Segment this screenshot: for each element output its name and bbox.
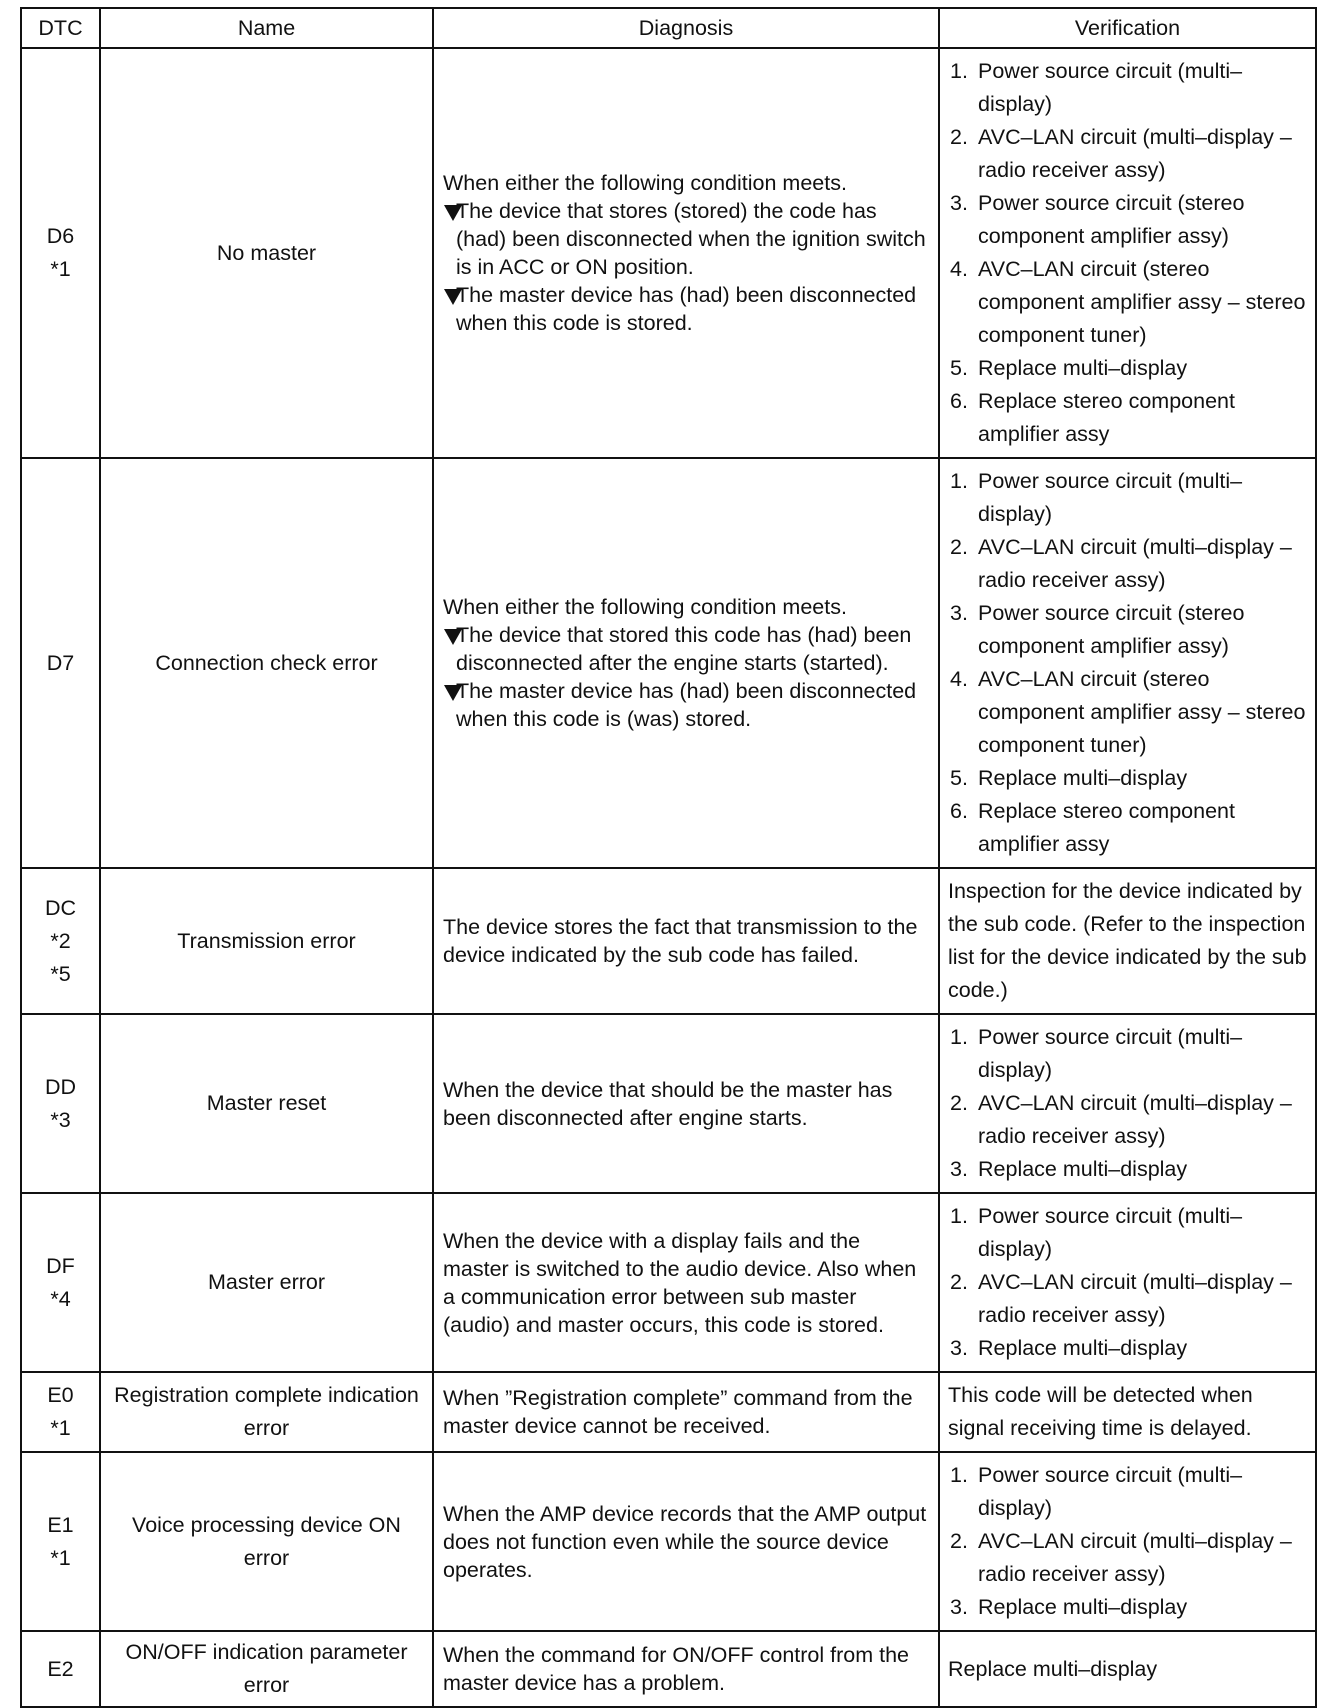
diagnosis-cell	[433, 1014, 939, 1193]
step-text: Power source circuit (stereo component amplifier assy)	[978, 601, 1245, 658]
table-body	[21, 48, 1316, 1707]
dtc-footnote-ref: *1	[50, 1545, 71, 1570]
dtc-table	[20, 7, 1317, 1708]
dtc-name: Transmission error	[177, 928, 356, 953]
verification-cell	[939, 1631, 1316, 1707]
triangle-bullet-icon	[444, 685, 462, 701]
verification-step	[948, 385, 1307, 451]
diagnosis-bullet-text: The master device has (had) been disconnected when this code is stored.	[456, 283, 917, 335]
dtc-code-cell	[21, 48, 100, 458]
dtc-name: Connection check error	[155, 650, 378, 675]
step-text: AVC–LAN circuit (stereo component amplifier assy – stereo component tuner)	[978, 667, 1306, 757]
dtc-name: No master	[216, 240, 317, 265]
table-row	[21, 1631, 1316, 1707]
step-number: 2.	[950, 1091, 968, 1115]
dtc-code-cell	[21, 1631, 100, 1707]
diagnosis-intro: When either the following condition meets.	[443, 171, 847, 195]
verification-step	[948, 465, 1307, 531]
verification-step	[948, 253, 1307, 352]
dtc-name-cell	[100, 48, 433, 458]
table-row	[21, 1452, 1316, 1631]
dtc-code: D6	[46, 224, 75, 248]
table-row	[21, 1014, 1316, 1193]
verification-cell	[939, 458, 1316, 868]
header-dtc: DTC	[21, 8, 100, 48]
dtc-code: E1	[47, 1512, 74, 1537]
verification-step	[948, 663, 1307, 762]
table-header-row	[21, 8, 1316, 48]
dtc-name: ON/OFF indication parameter error	[125, 1640, 408, 1697]
table-row	[21, 1372, 1316, 1452]
dtc-code-cell	[21, 1014, 100, 1193]
step-text: Replace stereo component amplifier assy	[978, 799, 1235, 856]
diagnosis-text: The device stores the fact that transmission to the device indicated by the sub code has failed.	[443, 915, 918, 967]
verification-steps	[948, 1459, 1307, 1624]
verification-text: Replace multi–display	[948, 1656, 1158, 1681]
verification-step	[948, 795, 1307, 861]
dtc-code: D7	[46, 650, 75, 675]
header-verification: Verification	[939, 8, 1316, 48]
verification-step	[948, 55, 1307, 121]
verification-cell	[939, 1372, 1316, 1452]
verification-step	[948, 1591, 1307, 1624]
verification-steps	[948, 1200, 1307, 1365]
header-diagnosis: Diagnosis	[433, 8, 939, 48]
diagnosis-bullet	[443, 621, 929, 677]
step-text: Power source circuit (multi–display)	[978, 1025, 1243, 1082]
table-row	[21, 48, 1316, 458]
step-number: 5.	[950, 766, 968, 790]
diagnosis-cell	[433, 1452, 939, 1631]
step-number: 6.	[950, 389, 968, 413]
step-text: AVC–LAN circuit (multi–display – radio receiver assy)	[978, 535, 1292, 592]
step-number: 4.	[950, 257, 968, 281]
step-number: 5.	[950, 356, 968, 380]
dtc-footnote-ref: *1	[50, 257, 71, 281]
dtc-code: DD	[44, 1074, 77, 1099]
step-text: Replace multi–display	[978, 1336, 1188, 1360]
step-number: 2.	[950, 535, 968, 559]
verification-steps	[948, 465, 1307, 861]
step-text: AVC–LAN circuit (multi–display – radio receiver assy)	[978, 1529, 1292, 1586]
step-number: 2.	[950, 125, 968, 149]
verification-steps	[948, 55, 1307, 451]
verification-step	[948, 1266, 1307, 1332]
step-number: 3.	[950, 1336, 968, 1360]
step-text: AVC–LAN circuit (multi–display – radio receiver assy)	[978, 125, 1292, 182]
verification-step	[948, 187, 1307, 253]
step-text: Replace multi–display	[978, 1595, 1188, 1619]
dtc-code: E0	[47, 1383, 74, 1407]
diagnosis-text: When the device that should be the master has been disconnected after engine starts.	[443, 1077, 893, 1130]
step-number: 2.	[950, 1270, 968, 1294]
verification-step	[948, 1087, 1307, 1153]
diagnosis-cell	[433, 1631, 939, 1707]
diagnosis-intro: When either the following condition meets.	[443, 595, 847, 619]
step-text: Replace multi–display	[978, 1157, 1188, 1181]
dtc-name: Registration complete indication error	[114, 1383, 419, 1440]
verification-step	[948, 1021, 1307, 1087]
dtc-name-cell	[100, 1193, 433, 1372]
dtc-footnote-ref: *2	[50, 928, 71, 953]
dtc-footnote-ref: *5	[50, 961, 71, 986]
dtc-code: DF	[46, 1253, 75, 1278]
dtc-footnote-ref: *1	[50, 1416, 71, 1440]
verification-step	[948, 597, 1307, 663]
dtc-name-cell	[100, 458, 433, 868]
step-number: 6.	[950, 799, 968, 823]
dtc-name-cell	[100, 1452, 433, 1631]
step-text: AVC–LAN circuit (multi–display – radio receiver assy)	[978, 1270, 1292, 1327]
verification-text: Inspection for the device indicated by the sub code. (Refer to the inspection list for the device indicated by the sub code.)	[948, 879, 1307, 1002]
step-text: Replace stereo component amplifier assy	[978, 389, 1235, 446]
step-number: 3.	[950, 191, 968, 215]
step-number: 1.	[950, 1463, 968, 1487]
verification-step	[948, 762, 1307, 795]
step-number: 1.	[950, 1204, 968, 1228]
dtc-code-cell	[21, 1452, 100, 1631]
verification-cell	[939, 868, 1316, 1014]
dtc-code: E2	[47, 1656, 74, 1681]
verification-cell	[939, 1452, 1316, 1631]
step-text: Power source circuit (multi–display)	[978, 469, 1243, 526]
dtc-name: Voice processing device ON error	[132, 1512, 401, 1570]
verification-step	[948, 1200, 1307, 1266]
verification-step	[948, 1332, 1307, 1365]
diagnosis-bullet-text: The master device has (had) been disconnected when this code is (was) stored.	[456, 679, 917, 731]
diagnosis-bullet	[443, 281, 929, 337]
dtc-code-cell	[21, 458, 100, 868]
table-row	[21, 458, 1316, 868]
verification-step	[948, 1525, 1307, 1591]
step-text: Replace multi–display	[978, 766, 1188, 790]
diagnosis-text: When the device with a display fails and the master is switched to the audio device. Also when a communication error between sub master (audio) and master occurs, this code is stored.	[443, 1228, 917, 1337]
verification-step	[948, 531, 1307, 597]
step-text: Power source circuit (stereo component amplifier assy)	[978, 191, 1245, 248]
header-name: Name	[100, 8, 433, 48]
table-row	[21, 1193, 1316, 1372]
dtc-code-cell	[21, 1193, 100, 1372]
step-text: Power source circuit (multi–display)	[978, 1463, 1243, 1520]
dtc-footnote-ref: *4	[50, 1286, 71, 1311]
step-number: 2.	[950, 1529, 968, 1553]
step-text: AVC–LAN circuit (stereo component amplifier assy – stereo component tuner)	[978, 257, 1306, 347]
verification-step	[948, 1153, 1307, 1186]
step-text: AVC–LAN circuit (multi–display – radio receiver assy)	[978, 1091, 1292, 1148]
step-number: 4.	[950, 667, 968, 691]
verification-step	[948, 121, 1307, 187]
diagnosis-bullet-text: The device that stored this code has (had) been disconnected after the engine starts (started).	[456, 623, 912, 675]
diagnosis-text: When the command for ON/OFF control from the master device has a problem.	[443, 1643, 909, 1695]
dtc-code: DC	[44, 895, 77, 920]
step-number: 3.	[950, 1595, 968, 1619]
verification-cell	[939, 48, 1316, 458]
dtc-name-cell	[100, 1372, 433, 1452]
step-text: Replace multi–display	[978, 356, 1188, 380]
dtc-name-cell	[100, 868, 433, 1014]
triangle-bullet-icon	[444, 629, 462, 645]
verification-step	[948, 352, 1307, 385]
diagnosis-text: When the AMP device records that the AMP output does not function even while the source device operates.	[443, 1501, 927, 1582]
step-text: Power source circuit (multi–display)	[978, 59, 1243, 116]
diagnosis-bullet-text: The device that stores (stored) the code has (had) been disconnected when the ignition switch is in ACC or ON position.	[456, 199, 926, 279]
diagnosis-cell	[433, 1372, 939, 1452]
triangle-bullet-icon	[444, 205, 462, 221]
step-text: Power source circuit (multi–display)	[978, 1204, 1243, 1261]
diagnosis-cell	[433, 458, 939, 868]
diagnosis-cell	[433, 868, 939, 1014]
dtc-name: Master reset	[206, 1091, 327, 1115]
step-number: 1.	[950, 469, 968, 493]
dtc-name-cell	[100, 1631, 433, 1707]
step-number: 3.	[950, 1157, 968, 1181]
dtc-code-cell	[21, 868, 100, 1014]
verification-cell	[939, 1014, 1316, 1193]
dtc-name-cell	[100, 1014, 433, 1193]
triangle-bullet-icon	[444, 289, 462, 305]
diagnosis-cell	[433, 48, 939, 458]
diagnosis-bullet	[443, 197, 929, 281]
verification-steps	[948, 1021, 1307, 1186]
diagnosis-cell	[433, 1193, 939, 1372]
verification-text: This code will be detected when signal receiving time is delayed.	[948, 1383, 1253, 1440]
dtc-name: Master error	[207, 1270, 326, 1294]
table-row	[21, 868, 1316, 1014]
diagnosis-bullet	[443, 677, 929, 733]
step-number: 1.	[950, 59, 968, 83]
step-number: 3.	[950, 601, 968, 625]
dtc-code-cell	[21, 1372, 100, 1452]
dtc-footnote-ref: *3	[50, 1107, 71, 1132]
verification-step	[948, 1459, 1307, 1525]
diagnosis-text: When ”Registration complete” command from the master device cannot be received.	[443, 1386, 913, 1438]
step-number: 1.	[950, 1025, 968, 1049]
verification-cell	[939, 1193, 1316, 1372]
